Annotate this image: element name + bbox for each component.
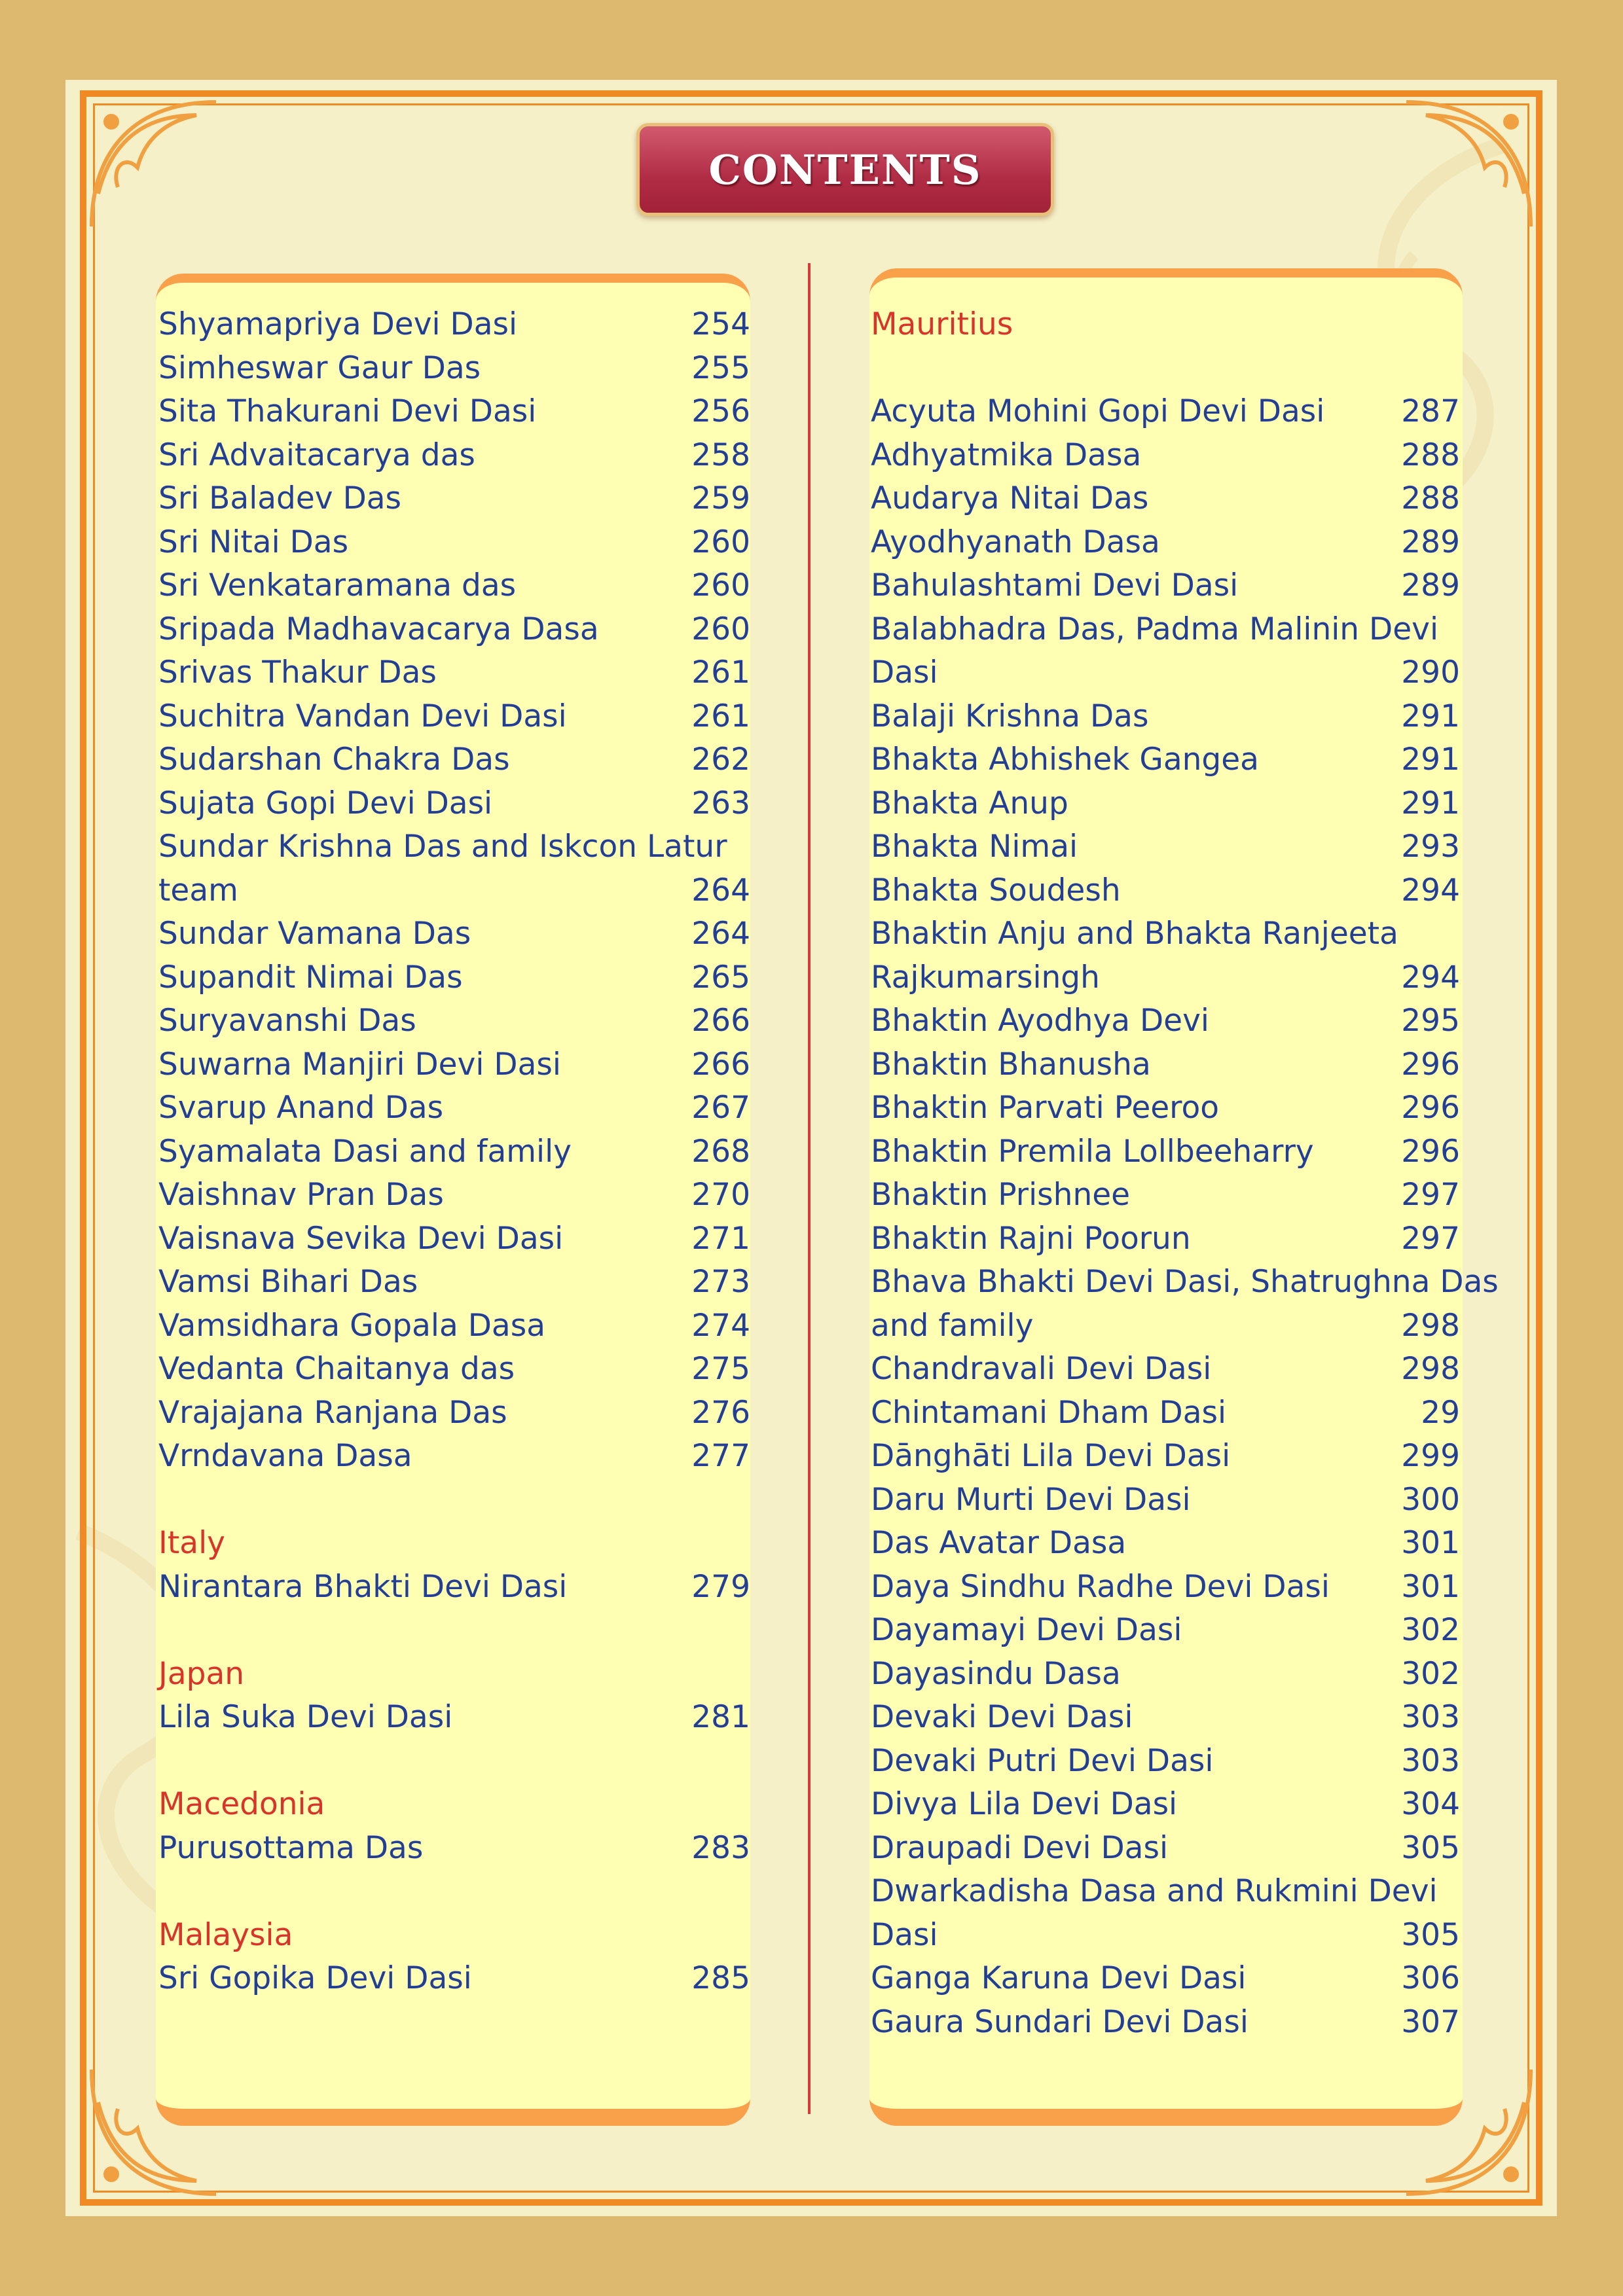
entry-name: Chandravali Devi Dasi [871,1351,1212,1387]
spacer [158,1609,750,1653]
entry-line [871,651,1460,695]
toc-entry [158,999,750,1043]
entry-name: Supandit Nimai Das [158,959,463,996]
page-number: 294 [1401,872,1460,908]
entry-name: Vamsidhara Gopala Dasa [158,1307,546,1344]
page-number: 301 [1401,1568,1460,1605]
toc-entry [158,1304,750,1348]
page-number: 283 [691,1829,750,1866]
toc-entry [871,390,1460,434]
toc-entry [158,1827,750,1871]
toc-entry [871,1348,1460,1391]
page-number: 287 [1401,393,1460,429]
toc-entry [871,1566,1460,1609]
page-number: 270 [691,1177,750,1213]
toc-entry [871,608,1460,695]
entry-name: Lila Suka Devi Dasi [158,1699,453,1735]
page-number: 304 [1401,1786,1460,1822]
page-number: 300 [1401,1481,1460,1518]
toc-entry [158,347,750,391]
toc-entry [871,825,1460,869]
entry-name: Ganga Karuna Devi Dasi [871,1960,1247,1996]
page-number: 301 [1401,1525,1460,1561]
entry-name: Dwarkadisha Dasa and Rukmini Devi [871,1873,1438,1909]
spacer [871,347,1460,391]
entry-name: Dānghāti Lila Devi Dasi [871,1438,1231,1474]
toc-entry [871,738,1460,782]
toc-entry [871,1391,1460,1435]
entry-name: Dasi [871,1916,938,1953]
page-number: 260 [691,567,750,603]
toc-entry [158,390,750,434]
entry-name: Bhakta Anup [871,785,1068,821]
spacer [158,1479,750,1522]
entry-name: Bhava Bhakti Devi Dasi, Shatrughna Das [871,1264,1499,1300]
entry-name: Dayamayi Devi Dasi [871,1612,1182,1648]
entry-name: Divya Lila Devi Dasi [871,1786,1178,1822]
page-number: 264 [691,916,750,952]
page-number: 276 [691,1394,750,1431]
entry-name: Sri Nitai Das [158,524,349,560]
entry-name: Nirantara Bhakti Devi Dasi [158,1568,568,1605]
page-number: 254 [691,306,750,342]
toc-entry [158,434,750,478]
toc-entry [871,1740,1460,1784]
page-number: 303 [1401,1742,1460,1779]
page-number: 261 [691,655,750,691]
entry-name: Dasi [871,655,938,691]
page-number: 267 [691,1090,750,1126]
country-heading: Macedonia [158,1786,325,1822]
title-banner [636,123,1054,216]
entry-name: Simheswar Gaur Das [158,350,481,386]
page-number: 296 [1401,1133,1460,1170]
page-number: 266 [691,1003,750,1039]
entry-name: Bhaktin Premila Lollbeeharry [871,1133,1314,1170]
page-number: 305 [1401,1829,1460,1866]
toc-entry [158,1174,750,1217]
toc-entry [158,521,750,565]
page-number: 298 [1401,1307,1460,1344]
toc-entry [871,2001,1460,2045]
entry-name: Vaishnav Pran Das [158,1177,444,1213]
page-number: 288 [1401,437,1460,473]
page-number: 297 [1401,1220,1460,1257]
entry-name: Sita Thakurani Devi Dasi [158,393,537,429]
entry-name: Vedanta Chaitanya das [158,1351,515,1387]
entry-name: Bhakta Soudesh [871,872,1121,908]
entry-name: Sri Venkataramana das [158,567,517,603]
entry-name: Bhakta Nimai [871,829,1078,865]
toc-entry [871,869,1460,913]
entry-name: Bhaktin Parvati Peeroo [871,1090,1219,1126]
page-number: 266 [691,1046,750,1083]
page-number: 277 [691,1438,750,1474]
toc-entry [158,1957,750,2001]
spacer [158,1740,750,1784]
entry-line [871,956,1460,1000]
toc-entry [871,1696,1460,1740]
entry-name: Sripada Madhavacarya Dasa [158,611,599,647]
entry-name: Vamsi Bihari Das [158,1264,418,1300]
entry-name: Devaki Devi Dasi [871,1699,1133,1735]
toc-entry [871,1086,1460,1130]
page-number: 296 [1401,1090,1460,1126]
entry-name: Purusottama Das [158,1829,424,1866]
entry-name: Srivas Thakur Das [158,655,437,691]
entry-name: Svarup Anand Das [158,1090,444,1126]
entry-name: Das Avatar Dasa [871,1525,1127,1561]
country-heading: Japan [158,1655,245,1692]
page-number: 303 [1401,1699,1460,1735]
entry-name: Audarya Nitai Das [871,480,1149,516]
page-number: 291 [1401,698,1460,734]
entry-name: Sri Gopika Devi Dasi [158,1960,472,1996]
entry-name: Balabhadra Das, Padma Malinin Devi [871,611,1438,647]
toc-entry [158,1261,750,1304]
toc-entry [158,782,750,826]
page-title: CONTENTS [708,145,982,194]
entry-name: and family [871,1307,1034,1344]
entry-name: Sudarshan Chakra Das [158,742,510,778]
toc-entry [158,1217,750,1261]
entry-name: Vrndavana Dasa [158,1438,412,1474]
entry-name: Sujata Gopi Devi Dasi [158,785,493,821]
entry-name: team [158,872,238,908]
entry-name: Bhakta Abhishek Gangea [871,742,1259,778]
toc-entry [158,1435,750,1479]
entry-name: Bhaktin Bhanusha [871,1046,1151,1083]
entry-line [871,1304,1460,1348]
entry-name: Sri Baladev Das [158,480,402,516]
page-number: 293 [1401,829,1460,865]
entry-name: Ayodhyanath Dasa [871,524,1160,560]
toc-entry [158,1348,750,1391]
page-number: 289 [1401,524,1460,560]
toc-entry [871,1783,1460,1827]
toc-entry [158,956,750,1000]
toc-entry [871,477,1460,521]
page-number: 294 [1401,959,1460,996]
entry-name: Bahulashtami Devi Dasi [871,567,1239,603]
page-number: 296 [1401,1046,1460,1083]
toc-entry [871,1609,1460,1653]
toc-entry [871,1479,1460,1522]
toc-entry [158,1043,750,1087]
toc-entry [158,912,750,956]
corner-ornament-icon [85,96,229,240]
toc-entry [158,1130,750,1174]
page-number: 306 [1401,1960,1460,1996]
country-heading: Malaysia [158,1916,293,1953]
toc-entry [871,1043,1460,1087]
page-number: 258 [691,437,750,473]
toc-entry [871,695,1460,739]
entry-name: Devaki Putri Devi Dasi [871,1742,1214,1779]
page-number: 275 [691,1351,750,1387]
entry-name: Dayasindu Dasa [871,1655,1121,1692]
page-number: 273 [691,1264,750,1300]
page-number: 281 [691,1699,750,1735]
page-number: 298 [1401,1351,1460,1387]
entry-name: Bhaktin Anju and Bhakta Ranjeeta [871,916,1398,952]
page-number: 261 [691,698,750,734]
toc-entry [871,1435,1460,1479]
toc-entry [871,1870,1460,1957]
page-number: 260 [691,524,750,560]
toc-entry [158,303,750,347]
page-number: 265 [691,959,750,996]
toc-entry [871,1957,1460,2001]
corner-ornament-icon [1393,96,1537,240]
page-number: 302 [1401,1612,1460,1648]
toc-entry [871,999,1460,1043]
country-heading: Mauritius [871,306,1013,342]
toc-entry [158,477,750,521]
page-number: 268 [691,1133,750,1170]
page-number: 290 [1401,655,1460,691]
toc-entry [158,695,750,739]
page-number: 289 [1401,567,1460,603]
page-number: 279 [691,1568,750,1605]
toc-entry [871,1174,1460,1217]
page-number: 259 [691,480,750,516]
page-number: 291 [1401,742,1460,778]
entry-name: Bhaktin Rajni Poorun [871,1220,1191,1257]
toc-entry [158,608,750,652]
country-heading: Italy [158,1525,225,1561]
entry-name: Suryavanshi Das [158,1003,416,1039]
left-contents-list [158,303,750,2001]
toc-entry [158,738,750,782]
entry-name: Sri Advaitacarya das [158,437,475,473]
page-number: 295 [1401,1003,1460,1039]
page-number: 307 [1401,2003,1460,2040]
entry-name: Suchitra Vandan Devi Dasi [158,698,567,734]
toc-entry [871,1827,1460,1871]
page-number: 288 [1401,480,1460,516]
entry-name: Sundar Vamana Das [158,916,471,952]
toc-entry [871,1130,1460,1174]
page-number: 297 [1401,1177,1460,1213]
toc-entry [158,1086,750,1130]
toc-entry [158,1391,750,1435]
toc-entry [158,825,750,912]
toc-entry [871,782,1460,826]
entry-name: Daya Sindhu Radhe Devi Dasi [871,1568,1330,1605]
page-number: 255 [691,350,750,386]
spacer [158,1870,750,1914]
page-number: 305 [1401,1916,1460,1953]
entry-name: Vaisnava Sevika Devi Dasi [158,1220,564,1257]
page-number: 285 [691,1960,750,1996]
entry-name: Balaji Krishna Das [871,698,1149,734]
toc-entry [158,1696,750,1740]
entry-name: Bhaktin Ayodhya Devi [871,1003,1209,1039]
entry-name: Rajkumarsingh [871,959,1100,996]
page-number: 271 [691,1220,750,1257]
toc-entry [871,912,1460,999]
toc-entry [158,651,750,695]
page-number: 302 [1401,1655,1460,1692]
entry-name: Vrajajana Ranjana Das [158,1394,507,1431]
page-number: 264 [691,872,750,908]
entry-name: Shyamapriya Devi Dasi [158,306,518,342]
page-number: 291 [1401,785,1460,821]
column-divider [808,263,811,2114]
toc-entry [871,1217,1460,1261]
toc-entry [871,564,1460,608]
page-number: 262 [691,742,750,778]
page-number: 260 [691,611,750,647]
entry-name: Adhyatmika Dasa [871,437,1142,473]
toc-entry [871,1653,1460,1696]
toc-entry [871,521,1460,565]
toc-entry [158,564,750,608]
page-number: 29 [1421,1394,1460,1431]
entry-name: Chintamani Dham Dasi [871,1394,1227,1431]
entry-name: Acyuta Mohini Gopi Devi Dasi [871,393,1325,429]
entry-name: Gaura Sundari Devi Dasi [871,2003,1249,2040]
toc-entry [158,1566,750,1609]
entry-name: Sundar Krishna Das and Iskcon Latur [158,829,727,865]
page-number: 299 [1401,1438,1460,1474]
page-number: 256 [691,393,750,429]
toc-entry [871,434,1460,478]
entry-name: Draupadi Devi Dasi [871,1829,1169,1866]
entry-name: Suwarna Manjiri Devi Dasi [158,1046,561,1083]
page-number: 263 [691,785,750,821]
page-number: 274 [691,1307,750,1344]
entry-line [158,869,750,913]
entry-name: Bhaktin Prishnee [871,1177,1131,1213]
right-contents-list [871,303,1499,2044]
toc-entry [871,1261,1499,1348]
entry-name: Daru Murti Devi Dasi [871,1481,1191,1518]
entry-line [871,1914,1460,1958]
toc-entry [871,1522,1460,1566]
entry-name: Syamalata Dasi and family [158,1133,572,1170]
